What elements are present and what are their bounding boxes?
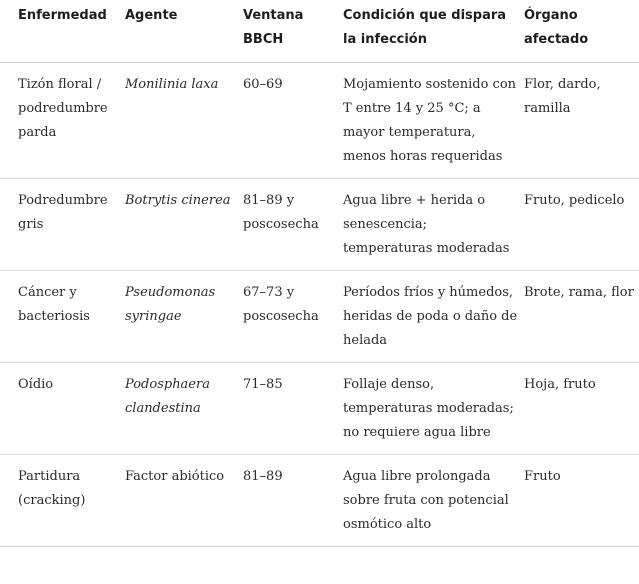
- cell-organo: Fruto: [524, 455, 639, 547]
- cell-enfermedad: Cáncer y bacteriosis: [0, 271, 125, 363]
- cell-condicion: Follaje denso, temperaturas moderadas; no requiere agua libre: [343, 363, 524, 455]
- cell-enfermedad: Podredumbre gris: [0, 179, 125, 271]
- cell-organo: Brote, rama, flor: [524, 271, 639, 363]
- cell-condicion: Agua libre + herida o senescencia; temperaturas moderadas: [343, 179, 524, 271]
- header-condicion: Condición que dispara la infección: [343, 0, 524, 63]
- cell-enfermedad: Tizón floral / podredumbre parda: [0, 63, 125, 179]
- cell-agente: Botrytis cinerea: [125, 179, 243, 271]
- cell-condicion: Agua libre prolongada sobre fruta con potencial osmótico alto: [343, 455, 524, 547]
- cell-condicion: Períodos fríos y húmedos, heridas de poda o daño de helada: [343, 271, 524, 363]
- cell-organo: Flor, dardo, ramilla: [524, 63, 639, 179]
- table-row: [0, 455, 639, 547]
- header-organo: Órgano afectado: [524, 0, 639, 63]
- table-row: [0, 363, 639, 455]
- cell-agente: Podosphaera clandestina: [125, 363, 243, 455]
- header-row: [0, 0, 639, 63]
- cell-ventana: 60–69: [243, 63, 343, 179]
- table-row: [0, 271, 639, 363]
- table-row: [0, 179, 639, 271]
- cell-ventana: 67–73 y poscosecha: [243, 271, 343, 363]
- header-agente: Agente: [125, 0, 243, 63]
- cell-organo: Hoja, fruto: [524, 363, 639, 455]
- cell-organo: Fruto, pedicelo: [524, 179, 639, 271]
- cell-enfermedad: Partidura (cracking): [0, 455, 125, 547]
- header-ventana-bbch: Ventana BBCH: [243, 0, 343, 63]
- cell-agente: Pseudomonas syringae: [125, 271, 243, 363]
- cell-enfermedad: Oídio: [0, 363, 125, 455]
- cell-condicion: Mojamiento sostenido con T entre 14 y 25 °C; a mayor temperatura, menos horas requeridas: [343, 63, 524, 179]
- table-row: [0, 63, 639, 179]
- cell-ventana: 71–85: [243, 363, 343, 455]
- header-enfermedad: Enfermedad: [0, 0, 125, 63]
- table-header: [0, 0, 639, 63]
- cell-ventana: 81–89: [243, 455, 343, 547]
- cell-ventana: 81–89 y poscosecha: [243, 179, 343, 271]
- table-body: [0, 63, 639, 547]
- cell-agente: Monilinia laxa: [125, 63, 243, 179]
- cell-agente: Factor abiótico: [125, 455, 243, 547]
